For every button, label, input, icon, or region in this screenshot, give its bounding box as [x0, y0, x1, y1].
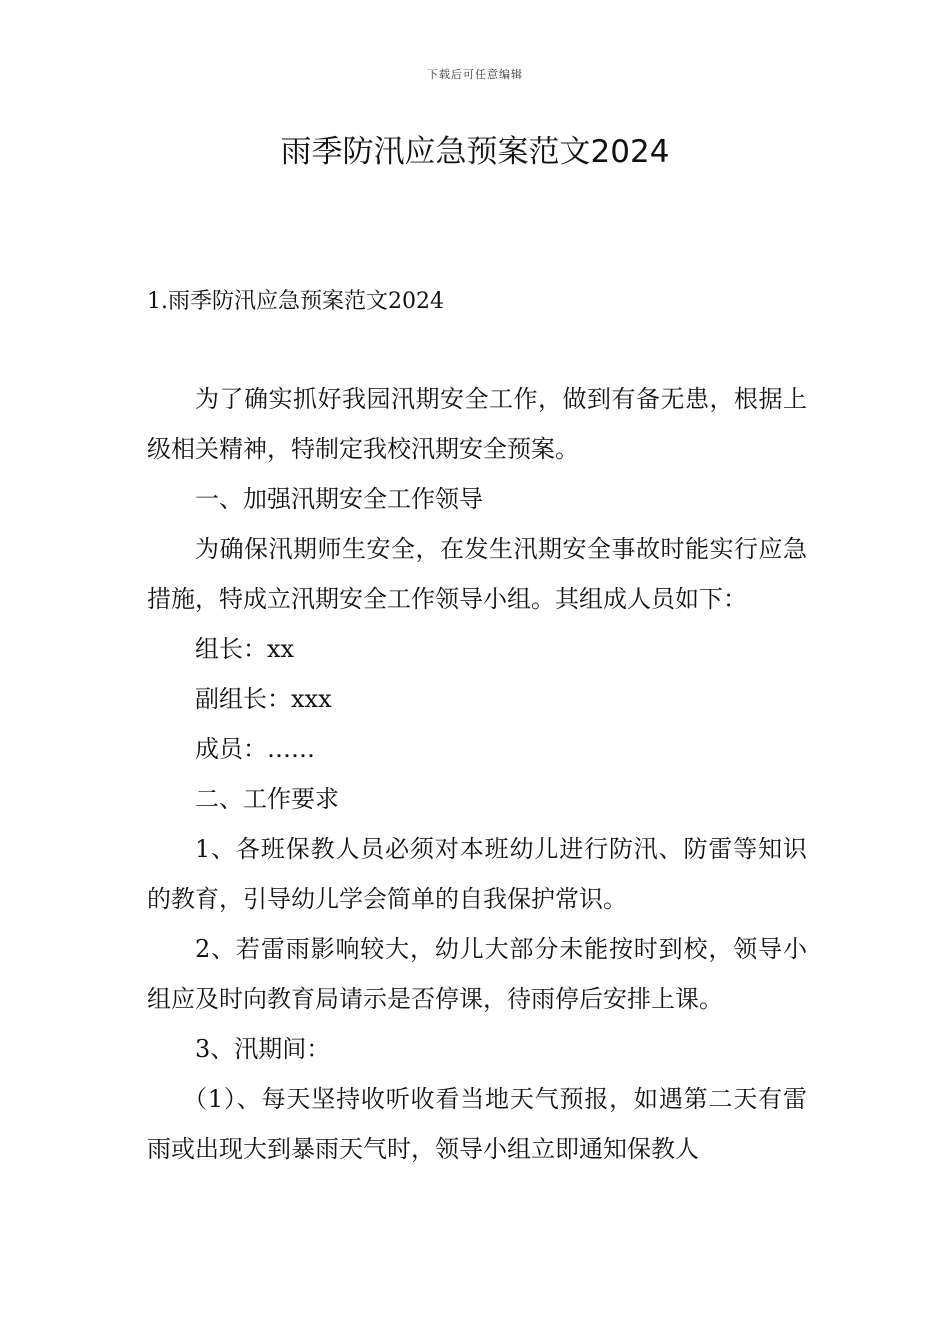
heading-leadership: 一、加强汛期安全工作领导 [195, 485, 483, 513]
section-heading: 1.雨季防汛应急预案范文2024 [147, 289, 444, 314]
members-line: 成员：…… [195, 735, 315, 763]
requirement-item-1: 1、各班保教人员必须对本班幼儿进行防汛、防雷等知识的教育，引导幼儿学会简单的自我保护常识。 [147, 835, 807, 913]
heading-requirements: 二、工作要求 [195, 785, 339, 813]
header-note: 下载后可任意编辑 [427, 68, 523, 81]
requirement-item-2: 2、若雷雨影响较大，幼儿大部分未能按时到校，领导小组应及时向教育局请示是否停课，待雨停后安排上课。 [147, 935, 807, 1013]
leadership-paragraph: 为确保汛期师生安全，在发生汛期安全事故时能实行应急措施，特成立汛期安全工作领导小组。其组成人员如下： [147, 535, 807, 613]
requirement-subitem-1: （1）、每天坚持收听收看当地天气预报，如遇第二天有雷雨或出现大到暴雨天气时，领导小组立即通知保教人 [147, 1085, 807, 1163]
intro-paragraph: 为了确实抓好我园汛期安全工作，做到有备无患，根据上级相关精神，特制定我校汛期安全预案。 [147, 385, 807, 463]
document-body [147, 374, 807, 1174]
deputy-leader-line: 副组长：xxx [195, 685, 332, 713]
requirement-item-3: 3、汛期间： [195, 1035, 331, 1063]
document-title: 雨季防汛应急预案范文2024 [280, 134, 670, 170]
team-leader-line: 组长：xx [195, 635, 295, 663]
